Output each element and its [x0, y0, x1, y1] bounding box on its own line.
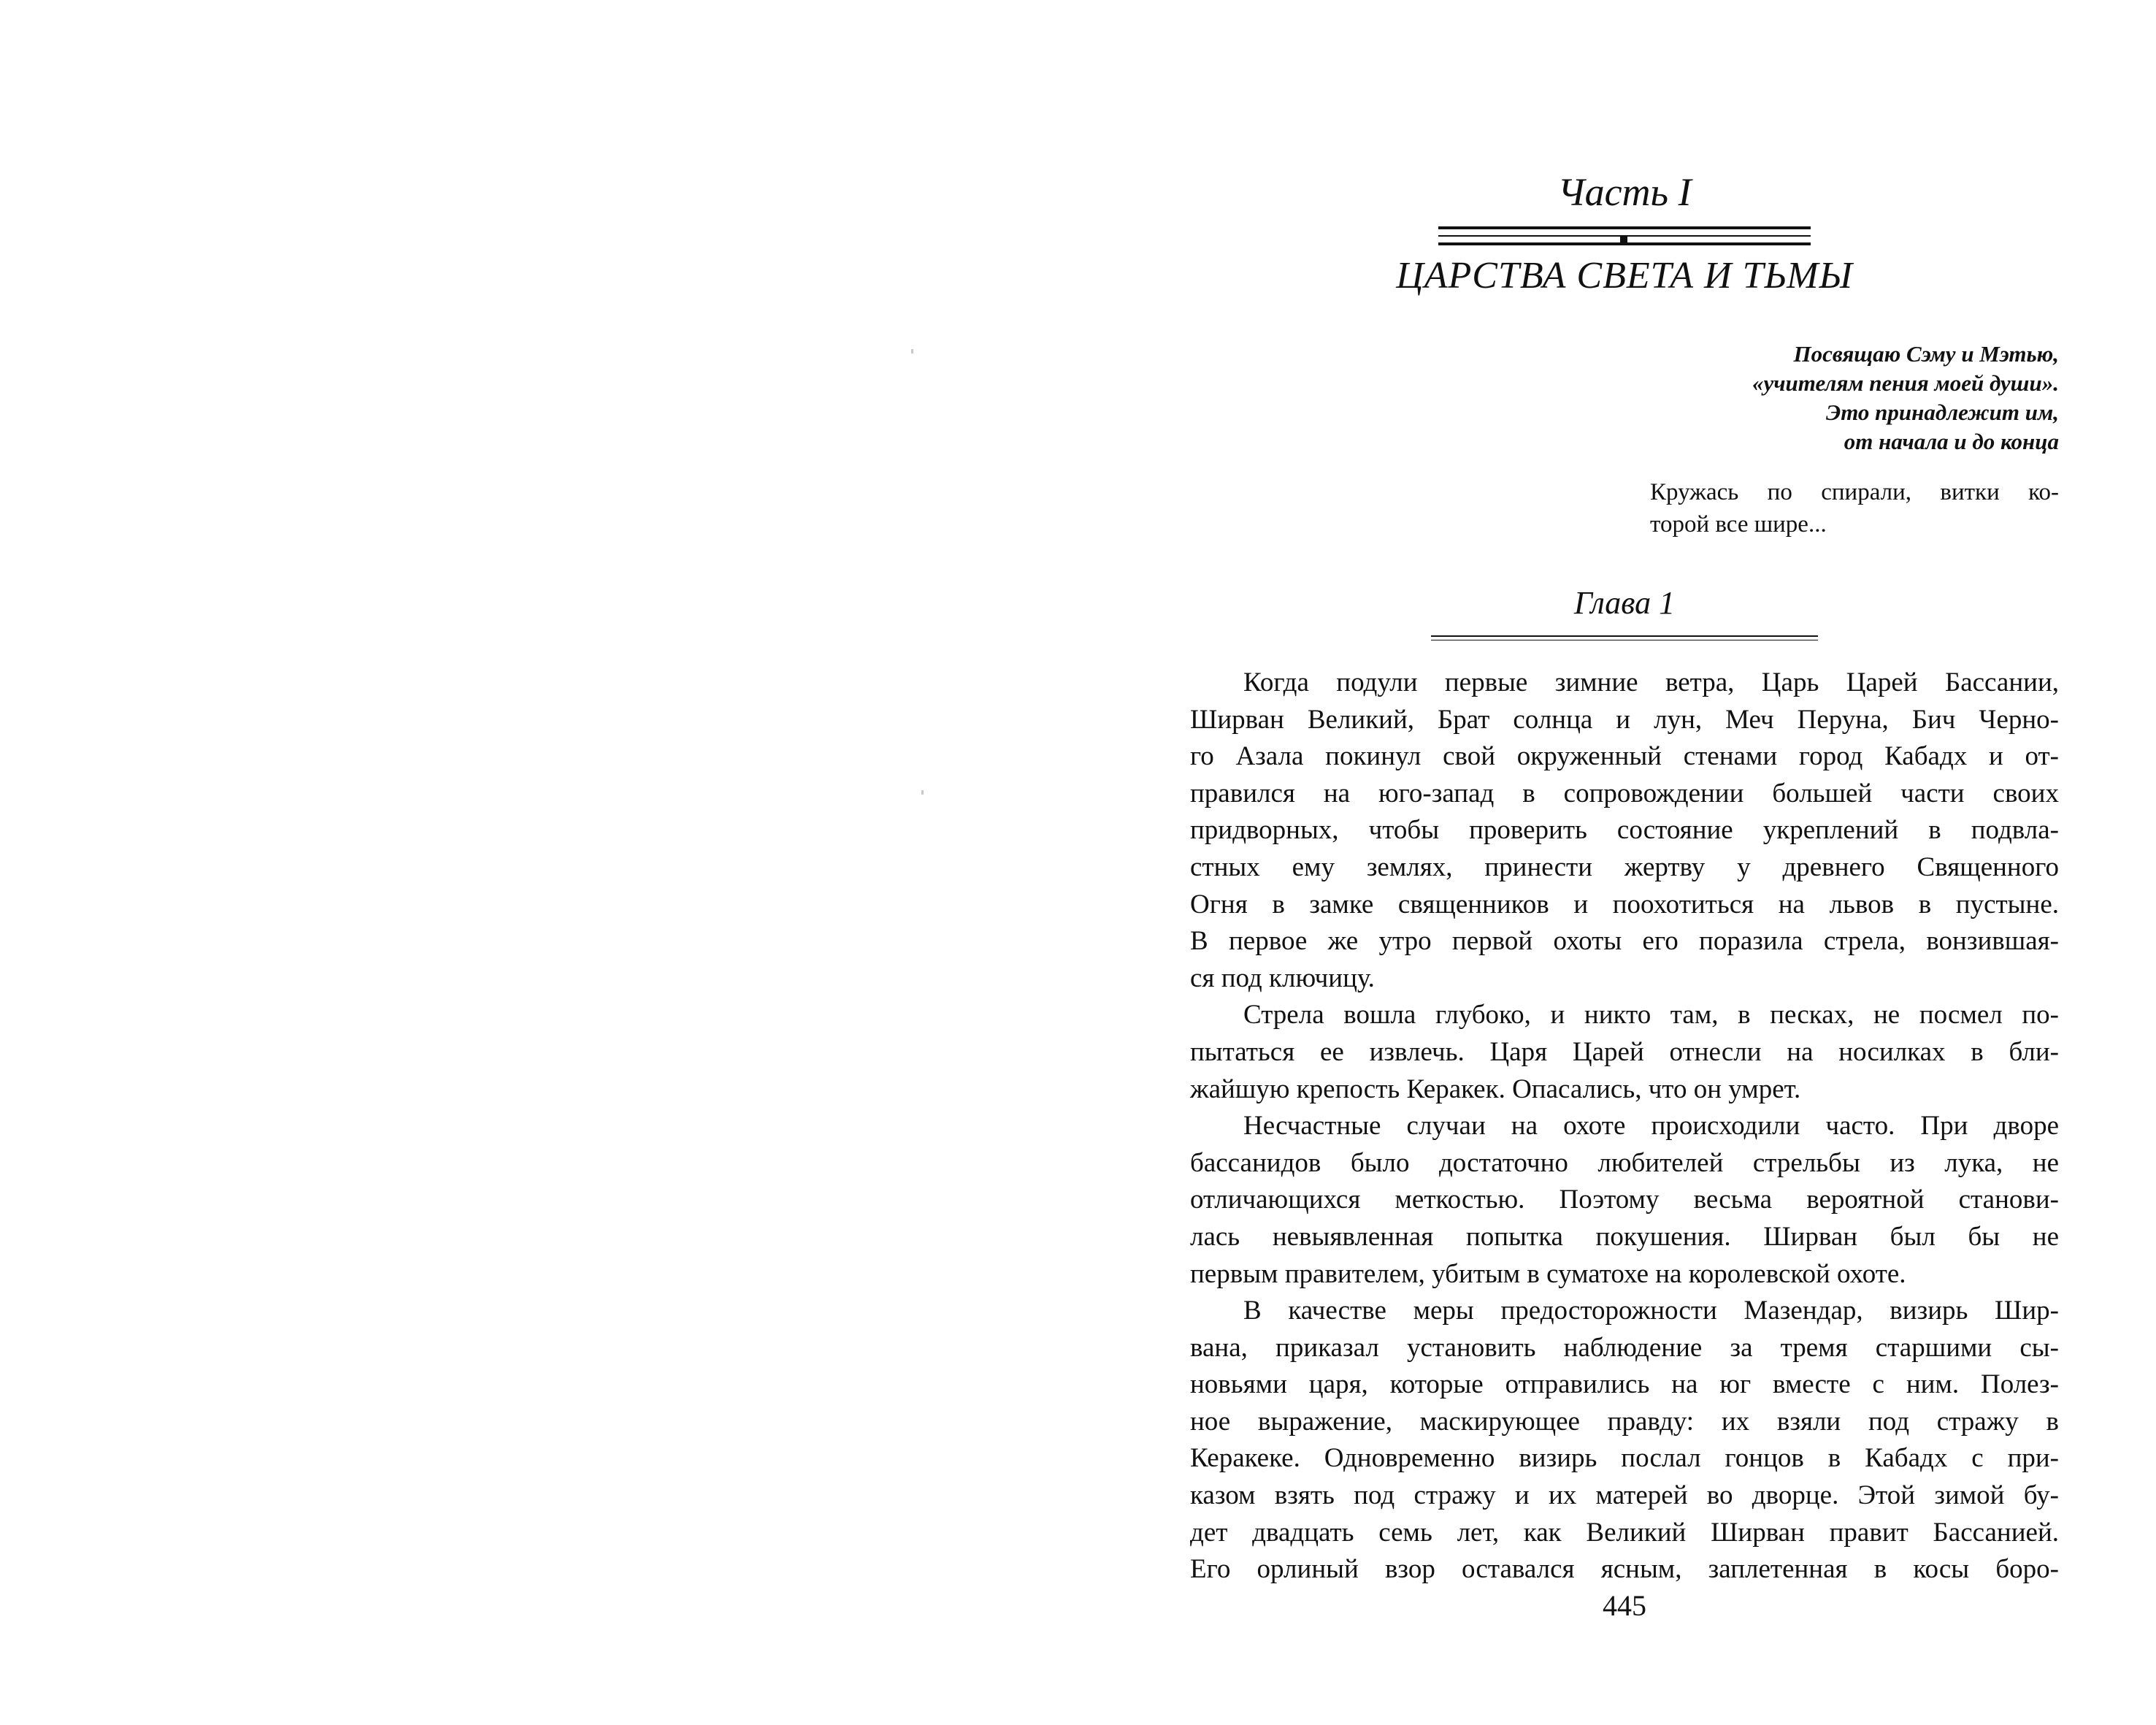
chapter-title: Глава 1	[1573, 585, 1676, 621]
dedication-line: от начала и до конца	[1844, 429, 2059, 454]
text-line: отличающихся меткостью. Поэтому весьма вероятной станови-	[1190, 1185, 2059, 1215]
right-page	[1190, 0, 2059, 1725]
text-line: Огня в замке священников и поохотиться на львов в пустыне.	[1190, 889, 2059, 919]
epigraph-line: Кружась по спирали, витки ко-	[1650, 479, 2059, 505]
body-text	[1190, 665, 2059, 1588]
text-line: Стрела вошла глубоко, и никто там, в песках, не посмел по-	[1243, 1000, 2059, 1030]
page-number: 445	[1603, 1589, 1646, 1622]
text-line: пытаться ее извлечь. Царя Царей отнесли на носилках в бли-	[1190, 1036, 2059, 1067]
text-line: Когда подули первые зимние ветра, Царь Царей Бассании,	[1243, 668, 2059, 697]
text-line: казом взять под стражу и их матерей во дворце. Этой зимой бу-	[1190, 1480, 2059, 1511]
dedication-line: Посвящаю Сэму и Мэтью,	[1793, 341, 2059, 367]
text-line: Его орлиный взор оставался ясным, заплетенная в косы боро-	[1190, 1554, 2059, 1585]
text-line: го Азала покинул свой окруженный стенами город Кабадх и от-	[1190, 741, 2059, 772]
text-line: жайшую крепость Керакек. Опасались, что он умрет.	[1190, 1074, 1801, 1104]
scan-speck	[911, 349, 913, 353]
epigraph	[1650, 476, 2059, 540]
text-line: ся под ключицу.	[1190, 963, 1375, 993]
dedication-line: «учителям пения моей души».	[1752, 370, 2059, 396]
scan-speck	[921, 790, 924, 795]
text-line: правился на юго-запад в сопровождении большей части своих	[1190, 778, 2059, 808]
chapter-rule	[1431, 635, 1818, 637]
text-line: лась невыявленная попытка покушения. Ширван был бы не	[1190, 1221, 2059, 1252]
epigraph-line: торой все шире...	[1650, 511, 1827, 538]
text-line: Керакеке. Одновременно визирь послал гонцов в Кабадх с при-	[1190, 1443, 2059, 1474]
text-line: вана, приказал установить наблюдение за тремя старшими сы-	[1190, 1332, 2059, 1363]
text-line: В качестве меры предосторожности Мазендар, визирь Шир-	[1243, 1296, 2059, 1326]
text-line: ное выражение, маскирующее правду: их взяли под стражу в	[1190, 1406, 2059, 1437]
part-ornament-dot	[1620, 236, 1627, 245]
text-line: стных ему землях, принести жертву у древнего Священного	[1190, 852, 2059, 882]
dedication	[1475, 340, 2059, 456]
part-subtitle: ЦАРСТВА СВЕТА И ТЬМЫ	[1396, 255, 1853, 297]
text-line: Несчастные случаи на охоте происходили часто. При дворе	[1243, 1111, 2059, 1141]
text-line: новьями царя, которые отправились на юг вместе с ним. Полез-	[1190, 1369, 2059, 1400]
dedication-line: Это принадлежит им,	[1826, 399, 2059, 425]
text-line: бассанидов было достаточно любителей стрельбы из лука, не	[1190, 1147, 2059, 1178]
part-ornament-rule	[1438, 226, 1811, 229]
text-line: придворных, чтобы проверить состояние укреплений в подвла-	[1190, 815, 2059, 846]
text-line: первым правителем, убитым в суматохе на королевской охоте.	[1190, 1258, 1906, 1289]
text-line: дет двадцать семь лет, как Великий Ширван правит Бассанией.	[1190, 1517, 2059, 1548]
text-line: Ширван Великий, Брат солнца и лун, Меч Перуна, Бич Черно-	[1190, 704, 2059, 735]
text-line: В первое же утро первой охоты его поразила стрела, вонзившая-	[1190, 926, 2059, 957]
part-title: Часть I	[1557, 170, 1692, 214]
